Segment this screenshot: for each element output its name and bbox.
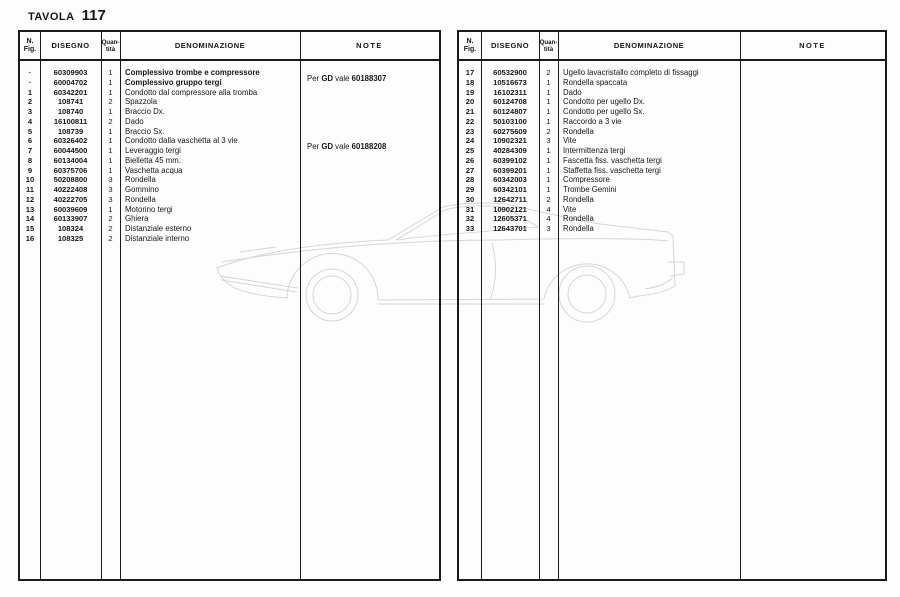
denominazione-text: Distanziale interno xyxy=(125,233,190,243)
page-title-label: TAVOLA xyxy=(28,11,75,23)
disegno-number: 60375706 xyxy=(53,165,88,175)
fig-number: 6 xyxy=(27,136,33,146)
quantity-value: 3 xyxy=(546,136,551,146)
disegno-number: 50208800 xyxy=(53,175,88,185)
fig-number: 9 xyxy=(27,165,33,175)
note-text xyxy=(740,214,885,224)
note-text xyxy=(740,88,885,98)
header-note: NOTE xyxy=(356,41,383,50)
fig-number: 19 xyxy=(465,87,475,97)
disegno-number: 40222408 xyxy=(53,185,88,194)
fig-number: 11 xyxy=(25,185,35,194)
disegno-number: 12643701 xyxy=(493,224,527,233)
quantity-value: 1 xyxy=(546,107,551,116)
disegno-number: 60133907 xyxy=(53,214,88,224)
fig-number: 31 xyxy=(465,204,475,214)
fig-number: 7 xyxy=(27,146,33,155)
fig-number: 2 xyxy=(27,97,33,107)
denominazione-text: Spazzola xyxy=(125,97,158,107)
quantity-value: 1 xyxy=(108,146,113,155)
denominazione-text: Dado xyxy=(563,87,582,97)
disegno-number: 60309903 xyxy=(53,68,88,77)
fig-number: 29 xyxy=(465,185,475,194)
disegno-number: 50103100 xyxy=(493,116,527,126)
fig-number: 25 xyxy=(465,146,475,155)
table-row xyxy=(459,78,885,88)
quantity-value: 1 xyxy=(546,146,551,155)
note-text xyxy=(300,175,439,185)
fig-number: 20 xyxy=(465,97,475,107)
denominazione-text: Compressore xyxy=(563,175,610,185)
disegno-number: 60275609 xyxy=(493,126,527,136)
note-text xyxy=(740,156,885,166)
denominazione-text: Raccordo a 3 vie xyxy=(563,116,622,126)
table-row xyxy=(20,88,439,98)
disegno-number: 10902321 xyxy=(493,136,527,146)
disegno-number: 12605371 xyxy=(493,214,527,224)
table-row xyxy=(20,166,439,176)
disegno-number: 10902121 xyxy=(493,204,527,214)
denominazione-text: Condotto per ugello Dx. xyxy=(563,97,645,107)
parts-table-right xyxy=(457,30,887,581)
table-row xyxy=(20,175,439,185)
disegno-number: 10516673 xyxy=(493,77,527,87)
table-body xyxy=(459,61,885,579)
disegno-number: 16102311 xyxy=(493,87,527,97)
disegno-number: 60039609 xyxy=(53,204,88,214)
denominazione-text: Fascetta fiss. vaschetta tergi xyxy=(563,155,662,165)
note-text xyxy=(300,185,439,195)
table-header xyxy=(459,32,885,61)
table-row xyxy=(20,205,439,215)
table-row xyxy=(20,127,439,137)
table-row xyxy=(20,195,439,205)
quantity-value: 1 xyxy=(108,155,113,165)
denominazione-text: Gommino xyxy=(125,185,159,194)
disegno-number: 60326402 xyxy=(53,136,88,146)
note-text xyxy=(740,107,885,117)
denominazione-text: Braccio Sx. xyxy=(125,126,165,136)
denominazione-text: Dado xyxy=(125,116,144,126)
denominazione-text: Rondella xyxy=(563,214,594,224)
note-text xyxy=(300,107,439,117)
disegno-number: 60124708 xyxy=(493,97,527,107)
quantity-value: 1 xyxy=(546,116,551,126)
note-text xyxy=(300,117,439,127)
table-row xyxy=(459,136,885,146)
note-text xyxy=(300,97,439,107)
table-row xyxy=(20,234,439,244)
quantity-value: 2 xyxy=(108,224,113,233)
denominazione-text: Condotto dalla vaschetta al 3 vie xyxy=(125,136,238,146)
fig-number: 23 xyxy=(465,126,475,136)
fig-number: 32 xyxy=(465,214,475,224)
fig-number: 1 xyxy=(27,87,33,97)
table-row xyxy=(20,224,439,234)
quantity-value: 1 xyxy=(546,155,551,165)
note-text xyxy=(740,185,885,195)
fig-number: 26 xyxy=(465,155,475,165)
note-text xyxy=(300,205,439,215)
denominazione-text: Motorino tergi xyxy=(125,204,173,214)
denominazione-text: Staffetta fiss. vaschetta tergi xyxy=(563,165,661,175)
denominazione-text: Condotto dal compressore alla tromba xyxy=(125,87,258,97)
quantity-value: 1 xyxy=(108,126,113,136)
table-row xyxy=(459,146,885,156)
table-row xyxy=(459,97,885,107)
fig-number: 21 xyxy=(465,107,475,116)
denominazione-text: Bielletta 45 mm. xyxy=(125,155,181,165)
table-row xyxy=(20,107,439,117)
table-row xyxy=(20,156,439,166)
note-text: Per GD vale 60188307 xyxy=(307,73,387,83)
denominazione-text: Condotto per ugello Sx. xyxy=(563,107,645,116)
note-text xyxy=(300,234,439,244)
note-text: Per GD vale 60188208 xyxy=(307,142,387,151)
denominazione-text: Complessivo trombe e compressore xyxy=(125,68,260,77)
note-text xyxy=(300,214,439,224)
denominazione-text: Trombe Gemini xyxy=(563,185,617,194)
denominazione-text: Vite xyxy=(563,204,577,214)
denominazione-text: Leveraggio tergi xyxy=(125,146,181,155)
table-row xyxy=(459,166,885,176)
denominazione-text: Braccio Dx. xyxy=(125,107,165,116)
quantity-value: 1 xyxy=(546,87,551,97)
note-text xyxy=(740,117,885,127)
note-text xyxy=(740,78,885,88)
header-fig: N. Fig. xyxy=(463,37,477,53)
table-row xyxy=(20,214,439,224)
fig-number: 10 xyxy=(25,175,35,185)
quantity-value: 2 xyxy=(546,194,551,204)
table-row xyxy=(459,117,885,127)
disegno-number: 60342003 xyxy=(493,175,527,185)
denominazione-text: Ugello lavacristallo completo di fissaggi xyxy=(563,68,699,77)
fig-number: 5 xyxy=(27,126,33,136)
quantity-value: 4 xyxy=(546,214,551,224)
quantity-value: 3 xyxy=(108,185,113,194)
header-fig: N. Fig. xyxy=(23,37,37,53)
disegno-number: 108324 xyxy=(57,224,84,233)
quantity-value: 2 xyxy=(546,68,551,77)
quantity-value: 1 xyxy=(546,185,551,194)
denominazione-text: Rondella xyxy=(563,194,594,204)
denominazione-text: Vaschetta acqua xyxy=(125,165,183,175)
disegno-number: 40222705 xyxy=(53,194,88,204)
table-row xyxy=(459,195,885,205)
quantity-value: 1 xyxy=(108,87,113,97)
disegno-number: 108739 xyxy=(57,126,84,136)
disegno-number: 60134004 xyxy=(53,155,88,165)
denominazione-text: Rondella xyxy=(125,194,156,204)
note-text xyxy=(740,127,885,137)
header-quantita: Quan- tità xyxy=(539,38,558,53)
note-text xyxy=(740,224,885,234)
disegno-number: 108741 xyxy=(57,97,84,107)
denominazione-text: Rondella xyxy=(563,224,594,233)
fig-number: 12 xyxy=(25,194,35,204)
disegno-number: 12642711 xyxy=(493,194,527,204)
note-text xyxy=(740,205,885,215)
header-denominazione: DENOMINAZIONE xyxy=(613,41,685,50)
table-header xyxy=(20,32,439,61)
fig-number: 22 xyxy=(465,116,475,126)
table-row xyxy=(20,185,439,195)
denominazione-text: Ghiera xyxy=(125,214,149,224)
note-text xyxy=(300,156,439,166)
header-quantita: Quan- tità xyxy=(101,38,120,53)
disegno-number: 60004702 xyxy=(53,77,88,87)
table-row xyxy=(459,156,885,166)
fig-number: 8 xyxy=(27,155,33,165)
header-disegno: DISEGNO xyxy=(51,41,90,50)
table-row xyxy=(20,73,439,88)
fig-number: · xyxy=(28,77,32,87)
disegno-number: 108740 xyxy=(57,107,84,116)
note-text xyxy=(740,68,885,78)
fig-number: 17 xyxy=(465,68,475,77)
disegno-number: 60124807 xyxy=(493,107,527,116)
disegno-number: 60342101 xyxy=(493,185,527,194)
disegno-number: 60532900 xyxy=(493,68,527,77)
page-title xyxy=(28,7,106,24)
disegno-number: 108325 xyxy=(57,233,84,243)
quantity-value: 2 xyxy=(108,233,113,243)
quantity-value: 3 xyxy=(546,224,551,233)
fig-number: 15 xyxy=(25,224,35,233)
note-text xyxy=(300,195,439,205)
table-row xyxy=(20,97,439,107)
fig-number: 14 xyxy=(25,214,35,224)
note-text xyxy=(740,97,885,107)
note-text xyxy=(740,136,885,146)
header-denominazione: DENOMINAZIONE xyxy=(174,41,246,50)
fig-number: 3 xyxy=(27,107,33,116)
fig-number: 28 xyxy=(465,175,475,185)
table-body xyxy=(20,61,439,579)
table-rows xyxy=(20,61,439,244)
note-text xyxy=(740,146,885,156)
denominazione-text: Intermittenza tergi xyxy=(563,146,626,155)
table-row xyxy=(459,127,885,137)
page-title-number: 117 xyxy=(81,7,106,24)
quantity-value: 1 xyxy=(546,165,551,175)
note-text xyxy=(740,175,885,185)
table-row xyxy=(459,88,885,98)
denominazione-text: Vite xyxy=(563,136,577,146)
quantity-value: 1 xyxy=(108,136,113,146)
note-text xyxy=(300,224,439,234)
quantity-value: 4 xyxy=(546,204,551,214)
fig-number: 33 xyxy=(465,224,475,233)
fig-number: 16 xyxy=(25,233,35,243)
quantity-value: 1 xyxy=(546,77,551,87)
table-row xyxy=(459,175,885,185)
note-text xyxy=(300,166,439,176)
quantity-value: 1 xyxy=(108,204,113,214)
quantity-value: 3 xyxy=(108,175,113,185)
table-row xyxy=(459,107,885,117)
fig-number: 30 xyxy=(465,194,475,204)
quantity-value: 1 xyxy=(108,165,113,175)
quantity-value: 2 xyxy=(108,97,113,107)
table-row xyxy=(459,224,885,234)
quantity-value: 1 xyxy=(108,77,113,87)
note-text xyxy=(300,88,439,98)
quantity-value: 2 xyxy=(546,126,551,136)
quantity-value: 1 xyxy=(546,175,551,185)
quantity-value: 3 xyxy=(108,194,113,204)
quantity-value: 2 xyxy=(108,214,113,224)
denominazione-text: Rondella xyxy=(563,126,594,136)
note-text xyxy=(740,195,885,205)
note-text xyxy=(300,127,439,137)
disegno-number: 60399102 xyxy=(493,155,527,165)
denominazione-text: Rondella xyxy=(125,175,156,185)
quantity-value: 2 xyxy=(108,116,113,126)
table-rows xyxy=(459,61,885,234)
fig-number: 27 xyxy=(465,165,475,175)
quantity-value: 1 xyxy=(546,97,551,107)
quantity-value: 1 xyxy=(108,107,113,116)
table-row xyxy=(459,205,885,215)
denominazione-text: Distanziale esterno xyxy=(125,224,192,233)
disegno-number: 60342201 xyxy=(53,87,88,97)
denominazione-text: Complessivo gruppo tergi xyxy=(125,77,222,87)
fig-number: 18 xyxy=(465,77,475,87)
disegno-number: 16100811 xyxy=(53,116,88,126)
disegno-number: 60399201 xyxy=(493,165,527,175)
disegno-number: 60044500 xyxy=(53,146,88,155)
disegno-number: 40284309 xyxy=(493,146,527,155)
header-note: NOTE xyxy=(799,41,826,50)
denominazione-text: Rondella spaccata xyxy=(563,77,628,87)
table-row xyxy=(20,142,439,156)
fig-number: 13 xyxy=(25,204,35,214)
table-row xyxy=(20,117,439,127)
table-row xyxy=(459,185,885,195)
quantity-value: 1 xyxy=(108,68,113,77)
fig-number: · xyxy=(28,68,32,77)
header-disegno: DISEGNO xyxy=(490,41,530,50)
parts-table-left xyxy=(18,30,441,581)
note-text xyxy=(740,166,885,176)
fig-number: 4 xyxy=(27,116,33,126)
table-row xyxy=(459,68,885,78)
fig-number: 24 xyxy=(465,136,475,146)
table-row xyxy=(459,214,885,224)
